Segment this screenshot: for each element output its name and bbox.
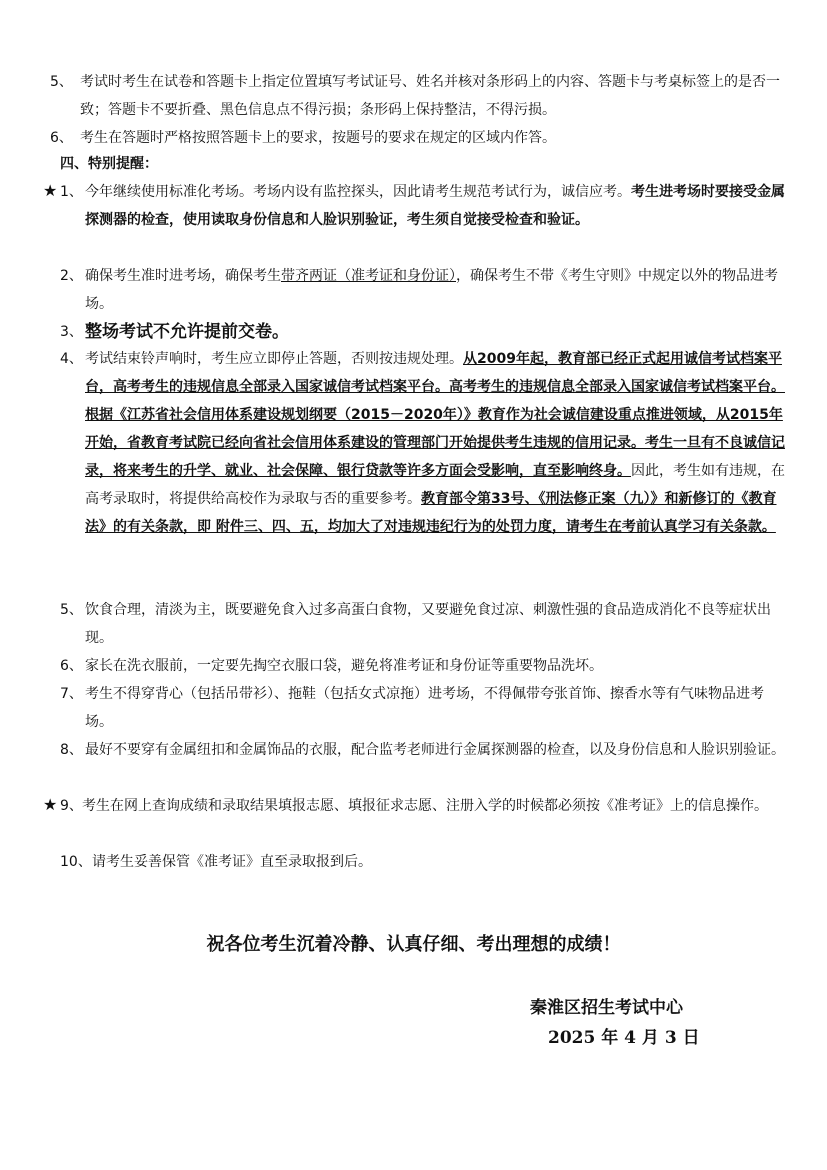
item-number: 8、 (60, 742, 83, 758)
item-text: 家长在洗衣服前，一定要先掏空衣服口袋，避免将准考证和身份证等重要物品洗坏。 (85, 658, 603, 674)
item-underlined-text: 带齐两证（准考证和身份证） (281, 268, 456, 284)
special-item-2 (60, 262, 785, 318)
item-bold-text: 整场考试不允许提前交卷。 (85, 322, 289, 342)
item-text: 考生在答题时严格按照答题卡上的要求，按题号的要求在规定的区域内作答。 (80, 130, 556, 146)
item-text: 因此，考生如有违规，在高考录取时，将提供给高校作为录取与否的重要参考。 (85, 463, 785, 507)
closing-wish: 祝各位考生沉着冷静、认真仔细、考出理想的成绩！ (206, 934, 621, 955)
item-5-top (50, 68, 785, 124)
item-bold-text: 考生进考场时要接受金属探测器的检查，使用读取身份信息和人脸识别验证，考生须自觉接受检查和验证。 (85, 184, 785, 228)
item-number: 5、 (60, 602, 83, 618)
item-text: 确保考生准时进考场，确保考生 (85, 268, 281, 284)
special-item-4 (60, 345, 785, 541)
item-text: 考生在网上查询成绩和录取结果填报志愿、填报征求志愿、注册入学的时候都必须按《准考证》上的信息操作。 (82, 798, 768, 814)
star-icon: ★ (43, 795, 58, 814)
item-number: 9、 (60, 798, 83, 814)
item-number: 6、 (50, 130, 73, 146)
item-text: 请考生妥善保管《准考证》直至录取报到后。 (92, 854, 372, 870)
special-item-1 (60, 178, 785, 234)
special-item-5 (60, 596, 785, 652)
item-number: 1、 (60, 184, 83, 200)
special-item-7 (60, 680, 785, 736)
item-text: 考试时考生在试卷和答题卡上指定位置填写考试证号、姓名并核对条形码上的内容、答题卡与考桌标签上的是否一致；答题卡不要折叠、黑色信息点不得污损；条形码上保持整洁，不得污损。 (80, 74, 780, 118)
special-item-10 (60, 848, 785, 876)
item-number: 6、 (60, 658, 83, 674)
item-number: 10、 (60, 854, 92, 870)
star-icon: ★ (43, 181, 58, 200)
item-6-top (50, 124, 785, 152)
section-heading: 四、特别提醒： (60, 156, 158, 172)
item-text: 最好不要穿有金属纽扣和金属饰品的衣服，配合监考老师进行金属探测器的检查，以及身份信息和人脸识别验证。 (85, 742, 785, 758)
item-text: 今年继续使用标准化考场。考场内设有监控探头，因此请考生规范考试行为，诚信应考。 (85, 184, 631, 200)
special-item-3 (60, 318, 785, 346)
item-number: 7、 (60, 686, 83, 702)
item-text: 考生不得穿背心（包括吊带衫）、拖鞋（包括女式凉拖）进考场，不得佩带夸张首饰、擦香水等有气味物品进考场。 (85, 686, 764, 730)
item-bold-text: 教育部令第33号、《刑法修正案（九）》和新修订的《教育法》的有关条款，即 附件三、四、五，均加大了对违规违纪行为的处罚力度，请考生在考前认真学习有关条款。 (85, 491, 777, 535)
item-number: 2、 (60, 268, 83, 284)
item-text: 饮食合理，清淡为主，既要避免食入过多高蛋白食物，又要避免食过凉、刺激性强的食品造成消化不良等症状出现。 (85, 602, 771, 646)
special-item-6 (60, 652, 785, 680)
special-item-9 (60, 792, 785, 820)
item-bold-text: 从2009年起，教育部已经正式起用诚信考试档案平台，高考考生的违规信息全部录入国家诚信考试档案平台。高考考生的违规信息全部录入国家诚信考试档案平台。根据《江苏省社会信用体系建设规划纲要（2015－2020年）》教育作为社会诚信建设重点推进领域，从2015年开始，省教育考试院已经向省社会信用体系建设的管理部门开始提供考生违规的信用记录。考生一旦有不良诚信记录，将来考生的升学、就业、社会保障、银行贷款等许多方面会受影响，直至影响终身。 (85, 351, 785, 479)
item-text: ，确保考生不带《考生守则》中规定以外的物品进考场。 (85, 268, 778, 312)
item-number: 5、 (50, 74, 73, 90)
signature-date: 2025 年 4 月 3 日 (548, 1028, 700, 1048)
special-item-8 (60, 736, 785, 764)
item-number: 4、 (60, 351, 83, 367)
item-number: 3、 (60, 324, 83, 340)
signature-org: 秦淮区招生考试中心 (530, 998, 683, 1018)
item-text: 考试结束铃声响时，考生应立即停止答题，否则按违规处理。 (85, 351, 463, 367)
